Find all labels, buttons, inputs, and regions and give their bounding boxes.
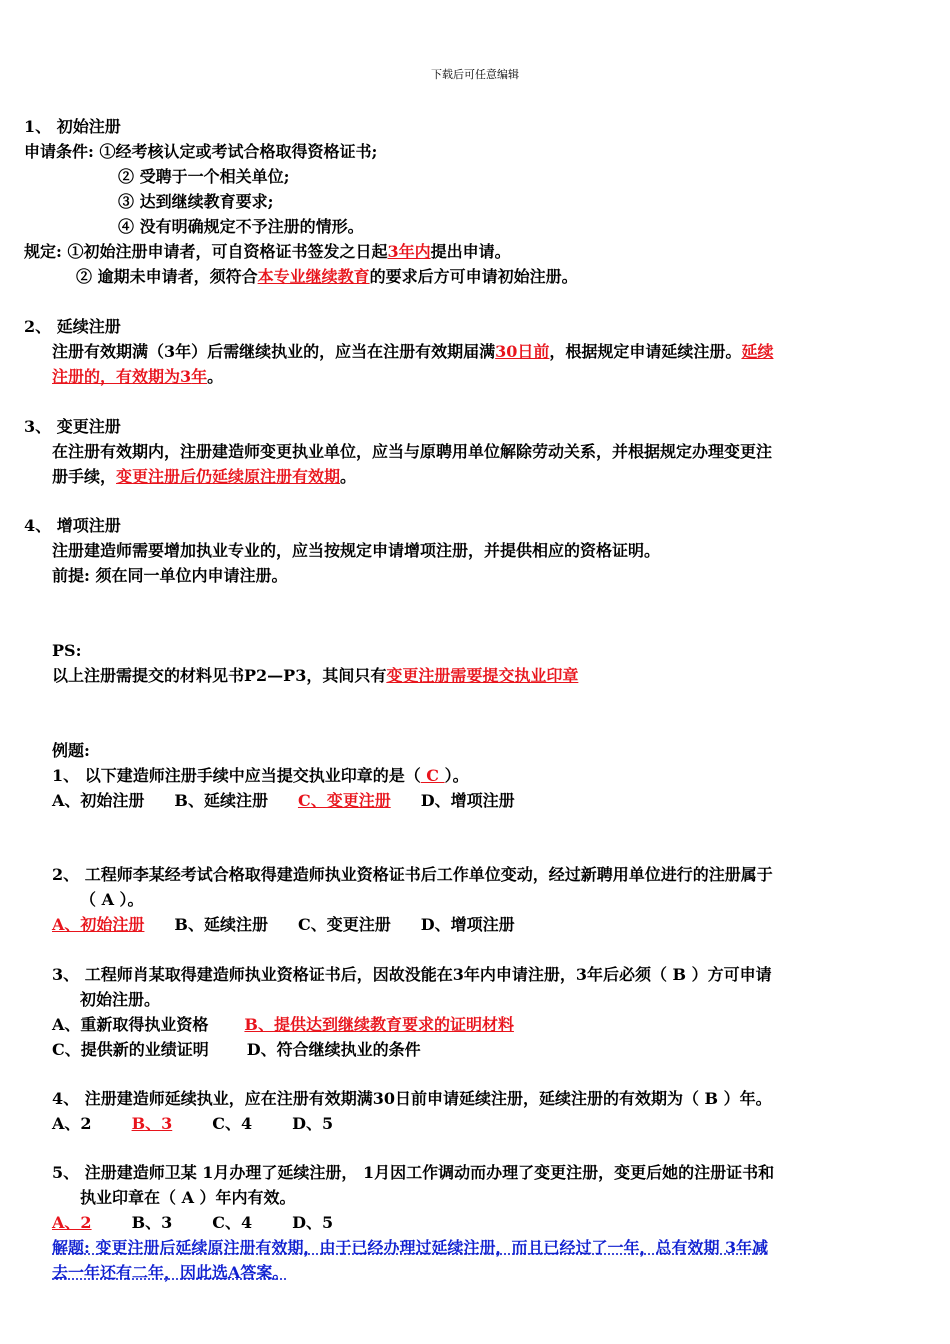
q4-option-c: C、4 (212, 1114, 253, 1133)
condition-3: ③ 达到继续教育要求; (118, 192, 274, 211)
examples-title: 例题: (52, 741, 90, 760)
q3-option-c: C、提供新的业绩证明 (52, 1040, 209, 1059)
renewal-year-unit: 年 (191, 367, 208, 386)
condition-4: ④ 没有明确规定不予注册的情形。 (118, 217, 364, 236)
q5-options (52, 1212, 333, 1234)
rule-1-text: ①初始注册申请者，可自资格证书签发之日起 (67, 242, 388, 261)
section-3-title: 3、 变更注册 (24, 417, 121, 436)
q5-option-c: C、4 (212, 1213, 253, 1232)
q3-options-row-2 (52, 1039, 421, 1061)
q3-stem-line-2: 初始注册。 (80, 990, 161, 1009)
q5-option-d: D、5 (292, 1213, 334, 1232)
q2-option-d: D、增项注册 (420, 915, 515, 934)
rule-line-2 (76, 266, 578, 288)
q1-answer: C (420, 766, 445, 785)
section-2-line-1 (52, 341, 773, 363)
q4-option-d: D、5 (292, 1114, 334, 1133)
q4-options (52, 1113, 333, 1135)
rule-1-end: 提出申请。 (430, 242, 511, 261)
q1-stem-end: ）。 (444, 766, 469, 785)
section-4-line-1: 注册建造师需要增加执业专业的，应当按规定申请增项注册，并提供相应的资格证明。 (52, 541, 661, 560)
rule-line-1 (24, 241, 511, 263)
section-4-title: 4、 增项注册 (24, 516, 121, 535)
rule-2-end: 的要求后方可申请初始注册。 (369, 267, 578, 286)
q1-stem-text: 1、 以下建造师注册手续中应当提交执业印章的是（ (52, 766, 421, 785)
q3-option-a: A、重新取得执业资格 (52, 1015, 209, 1034)
q4-option-a: A、2 (52, 1114, 92, 1133)
section-2-title: 2、 延续注册 (24, 317, 121, 336)
renewal-highlight: 注册的，有效期为 (52, 367, 181, 386)
q5-stem-line-1: 5、 注册建造师卫某 1月办理了延续注册， 1月因工作调动而办理了变更注册，变更后她的注册证书和 (52, 1163, 775, 1182)
condition-2: ② 受聘于一个相关单位; (118, 167, 290, 186)
q2-option-b: B、延续注册 (174, 915, 268, 934)
ps-line (52, 665, 578, 687)
page-header: 下载后可任意编辑 (431, 68, 519, 81)
q1-option-c: C、变更注册 (297, 791, 391, 810)
renewal-text-2: ，根据规定申请延续注册。 (549, 342, 742, 361)
section-3-line-2 (52, 466, 356, 488)
rule-1-highlight: 3年内 (387, 242, 431, 261)
q5-explanation-line-2: 去一年还有二年，因此选A答案。 (52, 1263, 289, 1282)
change-text: 册手续， (52, 467, 117, 486)
section-4-line-2: 前提: 须在同一单位内申请注册。 (52, 566, 288, 585)
q3-option-d: D、符合继续执业的条件 (246, 1040, 421, 1059)
q5-stem-line-2: 执业印章在（ A ）年内有效。 (80, 1188, 296, 1207)
q2-options (52, 914, 515, 936)
q2-stem-line-1: 2、 工程师李某经考试合格取得建造师执业资格证书后工作单位变动，经过新聘用单位进行的注册属于 (52, 865, 773, 884)
q4-stem: 4、 注册建造师延续执业，应在注册有效期满30日前申请延续注册，延续注册的有效期为（ B ）年。 (52, 1089, 772, 1108)
q5-explanation-line-1: 解题: 变更注册后延续原注册有效期，由于已经办理过延续注册，而且已经过了一年，总有效期 3年减 (52, 1238, 769, 1257)
q3-option-b: B、提供达到继续教育要求的证明材料 (244, 1015, 514, 1034)
q1-stem (52, 765, 469, 787)
q2-stem-line-2: （ A ）。 (80, 890, 144, 909)
ps-text: 以上注册需提交的材料见书P2—P3，其间只有 (52, 666, 387, 685)
condition-line-1 (24, 141, 377, 163)
renewal-years: 3 (180, 367, 192, 386)
change-highlight: 变更注册后仍延续原注册有效期 (116, 467, 341, 486)
q1-option-b: B、延续注册 (174, 791, 268, 810)
rule-2-text: ② 逾期未申请者，须符合 (76, 267, 258, 286)
renewal-highlight-start: 延续 (741, 342, 774, 361)
renewal-text: 注册有效期满（3年）后需继续执业的，应当在注册有效期届满 (52, 342, 496, 361)
ps-title: PS: (52, 641, 82, 660)
section-3-line-1: 在注册有效期内，注册建造师变更执业单位，应当与原聘用单位解除劳动关系，并根据规定办理变更注 (52, 442, 773, 461)
q1-options (52, 790, 515, 812)
renewal-end: 。 (207, 367, 224, 386)
section-1-title: 1、 初始注册 (24, 117, 121, 136)
condition-label: 申请条件: (24, 142, 94, 161)
q1-option-a: A、初始注册 (52, 791, 145, 810)
q3-stem-line-1: 3、 工程师肖某取得建造师执业资格证书后，因故没能在3年内申请注册，3年后必须（ B ）方可申请 (52, 965, 772, 984)
ps-highlight: 变更注册需要提交执业印章 (386, 666, 579, 685)
change-end: 。 (340, 467, 357, 486)
section-2-line-2 (52, 366, 223, 388)
rule-label: 规定: (24, 242, 62, 261)
q3-options-row-1 (52, 1014, 514, 1036)
q5-option-b: B、3 (131, 1213, 173, 1232)
q1-option-d: D、增项注册 (420, 791, 515, 810)
rule-2-highlight: 本专业继续教育 (257, 267, 370, 286)
q2-option-a: A、初始注册 (52, 915, 145, 934)
renewal-deadline: 30日前 (495, 342, 550, 361)
condition-1: ①经考核认定或考试合格取得资格证书; (99, 142, 378, 161)
q5-option-a: A、2 (52, 1213, 92, 1232)
q4-option-b: B、3 (131, 1114, 173, 1133)
q2-option-c: C、变更注册 (297, 915, 391, 934)
